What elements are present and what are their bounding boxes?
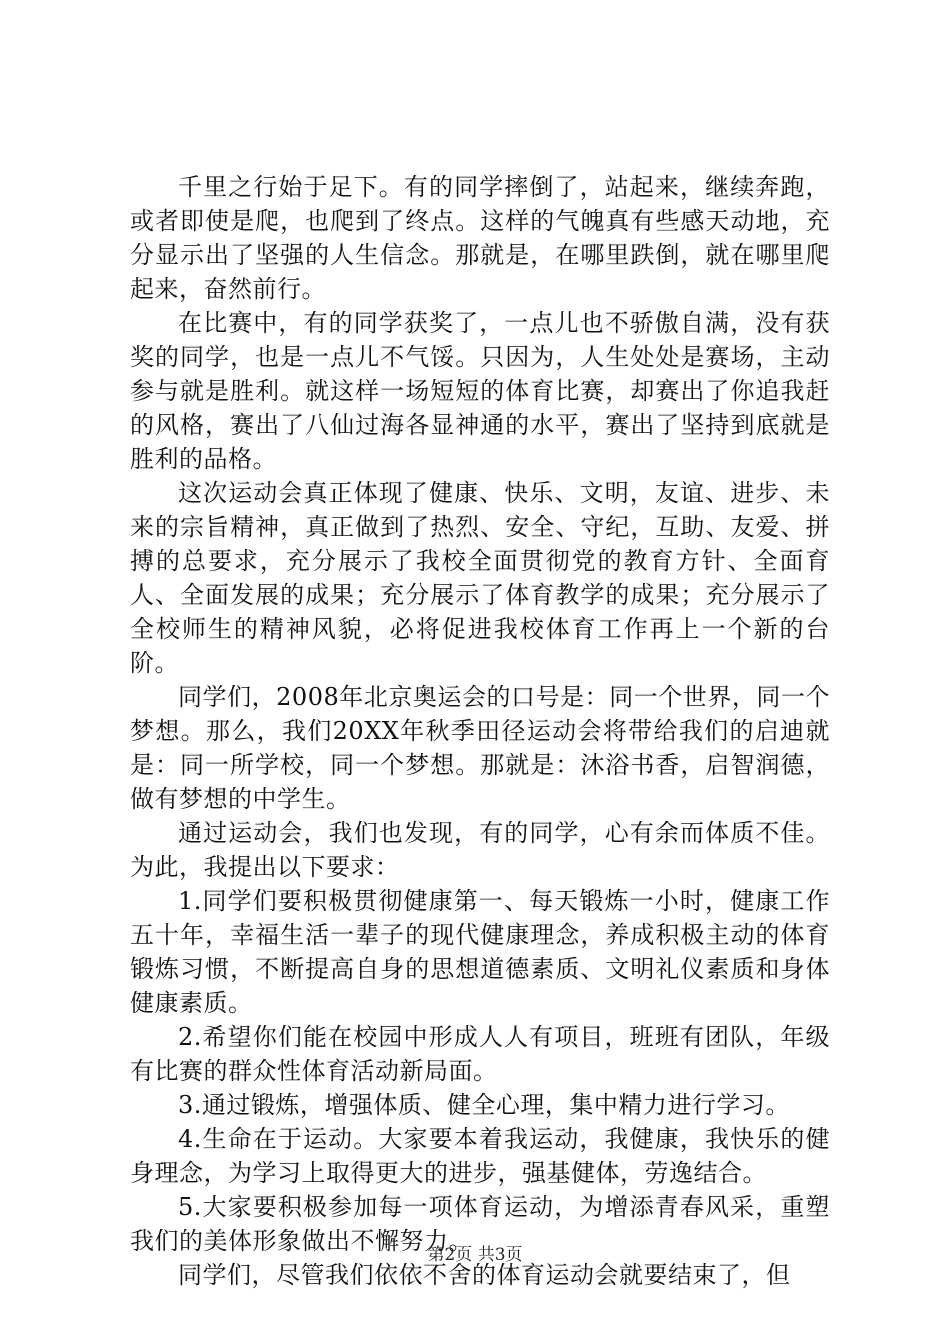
list-item-3: 3.通过锻炼，增强体质、健全心理，集中精力进行学习。 bbox=[178, 1091, 790, 1119]
document-body bbox=[130, 170, 830, 1292]
list-item-2: 2.希望你们能在校园中形成人人有项目，班班有团队，年级有比赛的群众性体育活动新局面。 bbox=[130, 1023, 830, 1085]
paragraph-1: 千里之行始于足下。有的同学摔倒了，站起来，继续奔跑，或者即使是爬，也爬到了终点。这样的气魄真有些感天动地，充分显示出了坚强的人生信念。那就是，在哪里跌倒，就在哪里爬起来，奋然前行。 bbox=[130, 173, 830, 303]
page-number-footer: 第2页 共3页 bbox=[427, 1245, 523, 1265]
paragraph-closing: 同学们，尽管我们依依不舍的体育运动会就要结束了，但 bbox=[178, 1261, 791, 1289]
list-item-1: 1.同学们要积极贯彻健康第一、每天锻炼一小时，健康工作五十年，幸福生活一辈子的现代健康理念，养成积极主动的体育锻炼习惯，不断提高自身的思想道德素质、文明礼仪素质和身体健康素质。 bbox=[130, 887, 830, 1017]
paragraph-3: 这次运动会真正体现了健康、快乐、文明，友谊、进步、未来的宗旨精神，真正做到了热烈、安全、守纪，互助、友爱、拼搏的总要求，充分展示了我校全面贯彻党的教育方针、全面育人、全面发展的成果；充分展示了体育教学的成果；充分展示了全校师生的精神风貌，必将促进我校体育工作再上一个新的台阶。 bbox=[130, 479, 830, 677]
paragraph-5: 通过运动会，我们也发现，有的同学，心有余而体质不佳。为此，我提出以下要求： bbox=[130, 819, 830, 881]
list-item-5: 5.大家要积极参加每一项体育运动，为增添青春风采，重塑我们的美体形象做出不懈努力。 bbox=[130, 1193, 830, 1255]
paragraph-4: 同学们，2008年北京奥运会的口号是：同一个世界，同一个梦想。那么，我们20XX年秋季田径运动会将带给我们的启迪就是：同一所学校，同一个梦想。那就是：沐浴书香，启智润德，做有梦想的中学生。 bbox=[130, 683, 830, 813]
list-item-4: 4.生命在于运动。大家要本着我运动，我健康，我快乐的健身理念，为学习上取得更大的进步，强基健体，劳逸结合。 bbox=[130, 1125, 830, 1187]
paragraph-2: 在比赛中，有的同学获奖了，一点儿也不骄傲自满，没有获奖的同学，也是一点儿不气馁。只因为，人生处处是赛场，主动参与就是胜利。就这样一场短短的体育比赛，却赛出了你追我赶的风格，赛出了八仙过海各显神通的水平，赛出了坚持到底就是胜利的品格。 bbox=[130, 309, 830, 473]
